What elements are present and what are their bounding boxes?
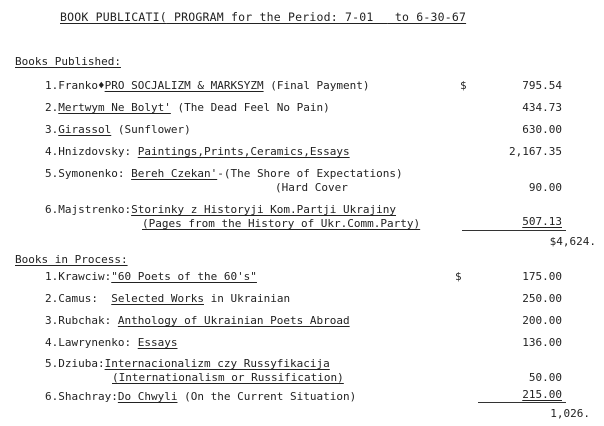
in-process-item-3-amount: 200.00 <box>522 314 562 327</box>
item-title: Storinky z Historyji Kom.Partji Ukrajiny <box>131 203 397 216</box>
published-item-1-amount: 795.54 <box>522 79 562 92</box>
item-number: 2. <box>45 292 59 305</box>
item-title: Selected Works <box>111 292 204 305</box>
in-process-item-5-amount: 50.00 <box>528 371 562 384</box>
in-process-item-3 <box>45 314 350 328</box>
published-heading: Books Published: <box>15 55 121 68</box>
item-title: PRO SOCJALIZM & MARKSYZM <box>104 79 264 92</box>
item-note: in Ukrainian <box>203 292 291 305</box>
item-separator: : <box>124 203 132 216</box>
in-process-item-4-amount: 136.00 <box>522 336 562 349</box>
published-item-1-dollar: $ <box>460 79 467 92</box>
item-author: Franko <box>58 79 98 92</box>
item-number: 5. <box>45 357 59 370</box>
item-author: Shachray <box>58 390 112 403</box>
item-number: 5. <box>45 167 59 180</box>
in-process-item-5-note2: (Internationalism or Russification) <box>112 371 344 384</box>
item-number: 6. <box>45 203 59 216</box>
item-number: 3. <box>45 123 59 136</box>
item-author: Dziuba <box>58 357 98 370</box>
item-note: (The Dead Feel No Pain) <box>170 101 330 114</box>
in-process-item-2 <box>45 292 290 306</box>
in-process-item-6 <box>45 390 356 404</box>
in-process-total: 1,026. <box>550 407 590 420</box>
published-item-4 <box>45 145 350 159</box>
item-number: 4. <box>45 336 59 349</box>
item-author: Majstrenko <box>58 203 125 216</box>
published-item-5 <box>45 167 403 181</box>
item-title: Paintings,Prints,Ceramics,Essays <box>137 145 350 158</box>
item-separator: : <box>91 292 112 305</box>
title-prefix: BOOK PUBLICATI( <box>60 10 167 24</box>
published-item-3-amount: 630.00 <box>522 123 562 136</box>
item-note: (On the Current Situation) <box>177 390 357 403</box>
in-process-item-1-dollar: $ <box>455 270 462 283</box>
item-author: Krawciw <box>58 270 105 283</box>
item-separator: : <box>117 167 132 180</box>
published-item-6-amount: 507.13 <box>522 215 562 228</box>
item-separator: : <box>124 336 138 349</box>
item-separator: : <box>124 145 138 158</box>
title-suffix: to 6-30-67 <box>387 10 467 24</box>
published-item-5-amount: 90.00 <box>528 181 562 194</box>
in-process-item-1-amount: 175.00 <box>522 270 562 283</box>
item-title: "60 Poets of the 60's" <box>111 270 257 283</box>
published-item-3 <box>45 123 191 137</box>
published-item-5-note2: (Hard Cover <box>275 181 348 194</box>
item-title: Do Chwyli <box>117 390 178 403</box>
published-subtotal-rule <box>462 230 566 231</box>
item-separator: : <box>104 270 112 283</box>
document-title <box>60 10 466 24</box>
item-author: Camus <box>58 292 92 305</box>
item-title: Mertwym Ne Bolyt' <box>58 101 171 114</box>
published-item-2-amount: 434.73 <box>522 101 562 114</box>
in-process-item-4 <box>45 336 177 350</box>
in-process-item-2-amount: 250.00 <box>522 292 562 305</box>
item-author: Hnizdovsky <box>58 145 125 158</box>
item-separator: : <box>111 390 118 403</box>
item-number: 1. <box>45 270 59 283</box>
published-item-6 <box>45 203 396 217</box>
item-author: Lawrynenko <box>58 336 125 349</box>
item-title: Girassol <box>58 123 112 136</box>
item-title: Internacionalizm czy Russyfikacija <box>104 357 330 370</box>
item-author: Symonenko <box>58 167 118 180</box>
item-title: Bereh Czekan' <box>131 167 218 180</box>
item-separator: : <box>104 314 118 327</box>
item-author: Rubchak <box>58 314 105 327</box>
item-note: -(The Shore of Expectations) <box>217 167 403 180</box>
item-number: 3. <box>45 314 59 327</box>
item-number: 6. <box>45 390 59 403</box>
published-item-1 <box>45 79 370 93</box>
in-process-item-6-amount: 215.00 <box>522 388 562 401</box>
in-process-item-5 <box>45 357 330 371</box>
item-note: (Sunflower) <box>111 123 191 136</box>
published-item-2 <box>45 101 330 115</box>
in-process-subtotal-rule <box>478 402 566 403</box>
title-mid: PROGRAM for the Period: 7-01 <box>166 10 388 24</box>
item-separator: ♦ <box>98 79 105 92</box>
published-item-6-note2: (Pages from the History of Ukr.Comm.Party) <box>142 217 421 230</box>
in-process-heading: Books in Process: <box>15 253 128 266</box>
published-total: $4,624. <box>549 235 596 248</box>
item-number: 2. <box>45 101 59 114</box>
item-number: 4. <box>45 145 59 158</box>
item-separator: : <box>98 357 105 370</box>
in-process-item-1 <box>45 270 257 284</box>
item-note: (Final Payment) <box>263 79 370 92</box>
item-number: 1. <box>45 79 59 92</box>
published-item-4-amount: 2,167.35 <box>509 145 562 158</box>
item-title: Essays <box>137 336 178 349</box>
item-title: Anthology of Ukrainian Poets Abroad <box>117 314 350 327</box>
